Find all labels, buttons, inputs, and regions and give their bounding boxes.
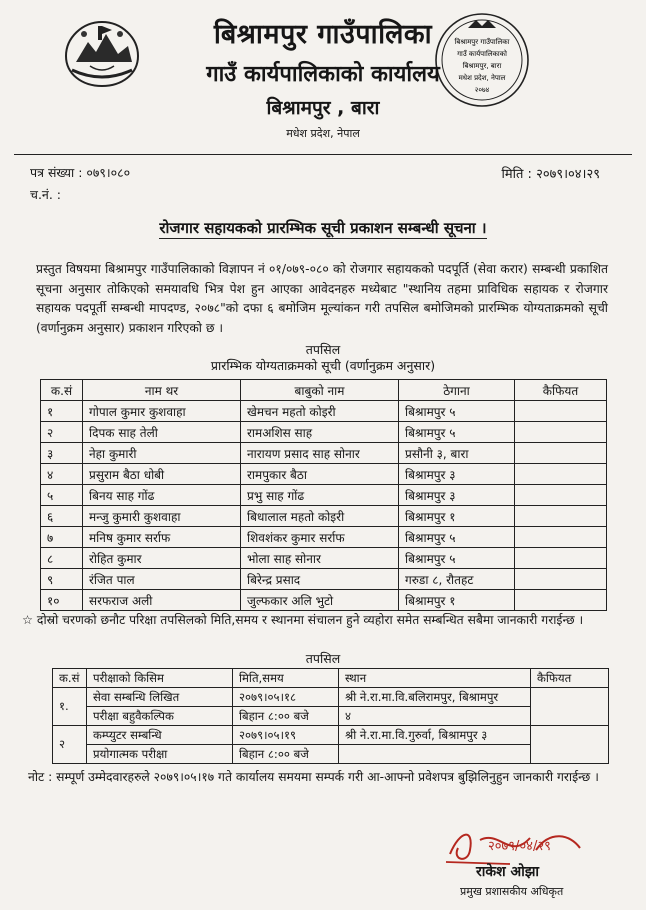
cell-remarks (531, 726, 609, 764)
cell-venue (339, 745, 531, 764)
cell-address: बिश्रामपुर ५ (399, 548, 515, 569)
cell-remarks (515, 590, 607, 611)
exam-notice: ☆ दोस्रो चरणको छनौट परिक्षा तपसिलको मिति,समय र स्थानमा संचालन हुने व्यहोरा समेत सम्बन्धित सबैमा जानकारी गराईन्छ । (22, 613, 584, 627)
letter-date: मिति : २०७९।०४।२९ (501, 167, 600, 182)
table-row (41, 485, 607, 506)
table-header-row (41, 380, 607, 401)
cell-date: २०७९।०५।१८ (233, 688, 339, 707)
table-row (41, 422, 607, 443)
cell-sn: ३ (41, 443, 83, 464)
cell-remarks (515, 569, 607, 590)
cell-name: नेहा कुमारी (83, 443, 241, 464)
cell-sn: ७ (41, 527, 83, 548)
cell-remarks (515, 548, 607, 569)
cell-remarks (515, 464, 607, 485)
subject-text: रोजगार सहायकको प्रारम्भिक सूची प्रकाशन सम्बन्धी सूचना । (159, 219, 487, 237)
column-header: मिति,समय (233, 669, 339, 688)
signature-date-mark: २०७९/०४/२९ (488, 839, 551, 854)
table-row (41, 527, 607, 548)
seal-line: बिश्रामपुर गाउँपालिका (454, 38, 510, 46)
cell-date: २०७९।०५।१९ (233, 726, 339, 745)
cell-venue: श्री ने.रा.मा.वि.बलिरामपुर, बिश्रामपुर (339, 688, 531, 707)
cell-sn: ४ (41, 464, 83, 485)
exam-schedule-table (52, 668, 609, 764)
cell-time: बिहान ८:०० बजे (233, 707, 339, 726)
table-row (41, 443, 607, 464)
cell-address: बिश्रामपुर ३ (399, 485, 515, 506)
cell-remarks (515, 506, 607, 527)
cell-sn: १ (41, 401, 83, 422)
table-row (53, 707, 609, 726)
reference-number: पत्र संख्या : ०७९।०८० (30, 165, 131, 180)
cell-address: बिश्रामपुर ५ (399, 422, 515, 443)
cell-father: जुल्फकार अलि भुटो (241, 590, 399, 611)
cell-name: रोहित कुमार (83, 548, 241, 569)
cell-remarks (515, 485, 607, 506)
table1-caption: प्रारम्भिक योग्यताक्रमको सूची (वर्णानुक्रम अनुसार) (210, 358, 436, 373)
cell-time: बिहान ८:०० बजे (233, 745, 339, 764)
cell-father: शिवशंकर कुमार सर्राफ (241, 527, 399, 548)
cell-address: बिश्रामपुर ५ (399, 527, 515, 548)
cell-exam-type: प्रयोगात्मक परीक्षा (87, 745, 233, 764)
column-header: ठेगाना (399, 380, 515, 401)
cell-venue: श्री ने.रा.मा.वि.गुरुर्वा, बिश्रामपुर ३ (339, 726, 531, 745)
org-name: बिश्रामपुर गाउँपालिका (213, 19, 433, 50)
table2-heading: तपसिल (305, 651, 341, 666)
cell-father: रामअशिस साह (241, 422, 399, 443)
cell-name: मन्जु कुमारी कुशवाहा (83, 506, 241, 527)
cell-father: प्रभु साह गोंढ (241, 485, 399, 506)
cell-sn: ९ (41, 569, 83, 590)
table-row (53, 688, 609, 707)
cell-father: रामपुकार बैठा (241, 464, 399, 485)
cell-address: गरुडा ८, रौतहट (399, 569, 515, 590)
cell-name: प्रसुराम बैठा धोबी (83, 464, 241, 485)
cell-sn: १. (53, 688, 87, 726)
cell-remarks (531, 688, 609, 726)
column-header: स्थान (339, 669, 531, 688)
table-row (41, 548, 607, 569)
table-row (41, 401, 607, 422)
table-row (41, 464, 607, 485)
column-header: कैफियत (531, 669, 609, 688)
column-header: क.सं (53, 669, 87, 688)
cell-sn: ६ (41, 506, 83, 527)
cell-venue: ४ (339, 707, 531, 726)
cell-sn: २ (53, 726, 87, 764)
intro-paragraph: प्रस्तुत विषयमा बिश्रामपुर गाउँपालिकाको विज्ञापन नं ०१/०७९-०८० को रोजगार सहायकको पदपूर्ति (सेवा करार) सम्बन्धी प्रकाशित सूचना अनुसार तोकिएको समयावधि भित्र पेश हुन आएका आवेदनहरु मध्येबाट "स्थानिय तहमा प्राविधिक सहायक र रोजगार सहायक पदपूर्ती सम्बन्धी मापदण्ड, २०७८"को दफा ६ बमोजिम मूल्यांकन गरी तपसिल बमोजिमको प्रारम्भिक योग्यताक्रमको सूची (वर्णानुक्रम अनुसार) प्रकाशन गरिएको छ । (36, 262, 608, 335)
cell-address: बिश्रामपुर ५ (399, 401, 515, 422)
signatory-name: राकेश ओझा (476, 864, 540, 880)
seal-line: २०७४ (474, 86, 490, 94)
table-row (53, 726, 609, 745)
cell-father: बिधालाल महतो कोइरी (241, 506, 399, 527)
cell-exam-type: कम्प्युटर सम्बन्धि (87, 726, 233, 745)
cell-address: बिश्रामपुर १ (399, 506, 515, 527)
table-row (41, 506, 607, 527)
seal-line: गाउँ कार्यपालिकाको (457, 50, 507, 58)
cell-father: भोला साह सोनार (241, 548, 399, 569)
column-header: बाबुको नाम (241, 380, 399, 401)
cell-name: बिनय साह गोंढ (83, 485, 241, 506)
office-place: बिश्रामपुर , बारा (266, 97, 380, 119)
cell-name: रंजित पाल (83, 569, 241, 590)
table-row (41, 569, 607, 590)
seal-line: बिश्रामपुर, बारा (462, 62, 502, 70)
column-header: परीक्षाको किसिम (87, 669, 233, 688)
signatory-title: प्रमुख प्रशासकीय अधिकृत (460, 885, 564, 898)
header-divider (14, 154, 632, 155)
office-name: गाउँ कार्यपालिकाको कार्यालय (206, 62, 440, 87)
cell-sn: १० (41, 590, 83, 611)
table-row (41, 590, 607, 611)
subject-heading (0, 218, 646, 238)
footer-note: नोट : सम्पूर्ण उम्मेदवारहरुले २०७९।०५।१७ गते कार्यालय समयमा सम्पर्क गरी आ-आफ्नो प्रवेशपत्र बुझिलिनुहुन जानकारी गराईन्छ । (28, 770, 599, 784)
cell-name: सरफराज अली (83, 590, 241, 611)
office-province: मधेश प्रदेश, नेपाल (286, 127, 360, 140)
column-header: कैफियत (515, 380, 607, 401)
cell-exam-type: सेवा सम्बन्धि लिखित (87, 688, 233, 707)
cell-remarks (515, 401, 607, 422)
cell-exam-type: परीक्षा बहुवैकल्पिक (87, 707, 233, 726)
cell-father: बिरेन्द्र प्रसाद (241, 569, 399, 590)
seal-line: मधेश प्रदेश, नेपाल (458, 74, 506, 82)
cell-sn: ५ (41, 485, 83, 506)
cell-sn: २ (41, 422, 83, 443)
table-header-row (53, 669, 609, 688)
cell-name: दिपक साह तेली (83, 422, 241, 443)
cell-name: मनिष कुमार सर्राफ (83, 527, 241, 548)
column-header: क.सं (41, 380, 83, 401)
cell-address: बिश्रामपुर ३ (399, 464, 515, 485)
table-row (53, 745, 609, 764)
cell-remarks (515, 422, 607, 443)
cell-address: प्रसौनी ३, बारा (399, 443, 515, 464)
merit-list-table (40, 379, 607, 611)
table1-heading: तपसिल (305, 342, 341, 357)
cell-father: नारायण प्रसाद साह सोनार (241, 443, 399, 464)
cell-address: बिश्रामपुर १ (399, 590, 515, 611)
cell-father: खेमचन महतो कोइरी (241, 401, 399, 422)
dispatch-number: च.नं. : (30, 187, 62, 202)
column-header: नाम थर (83, 380, 241, 401)
cell-sn: ८ (41, 548, 83, 569)
cell-remarks (515, 527, 607, 548)
cell-remarks (515, 443, 607, 464)
cell-name: गोपाल कुमार कुशवाहा (83, 401, 241, 422)
